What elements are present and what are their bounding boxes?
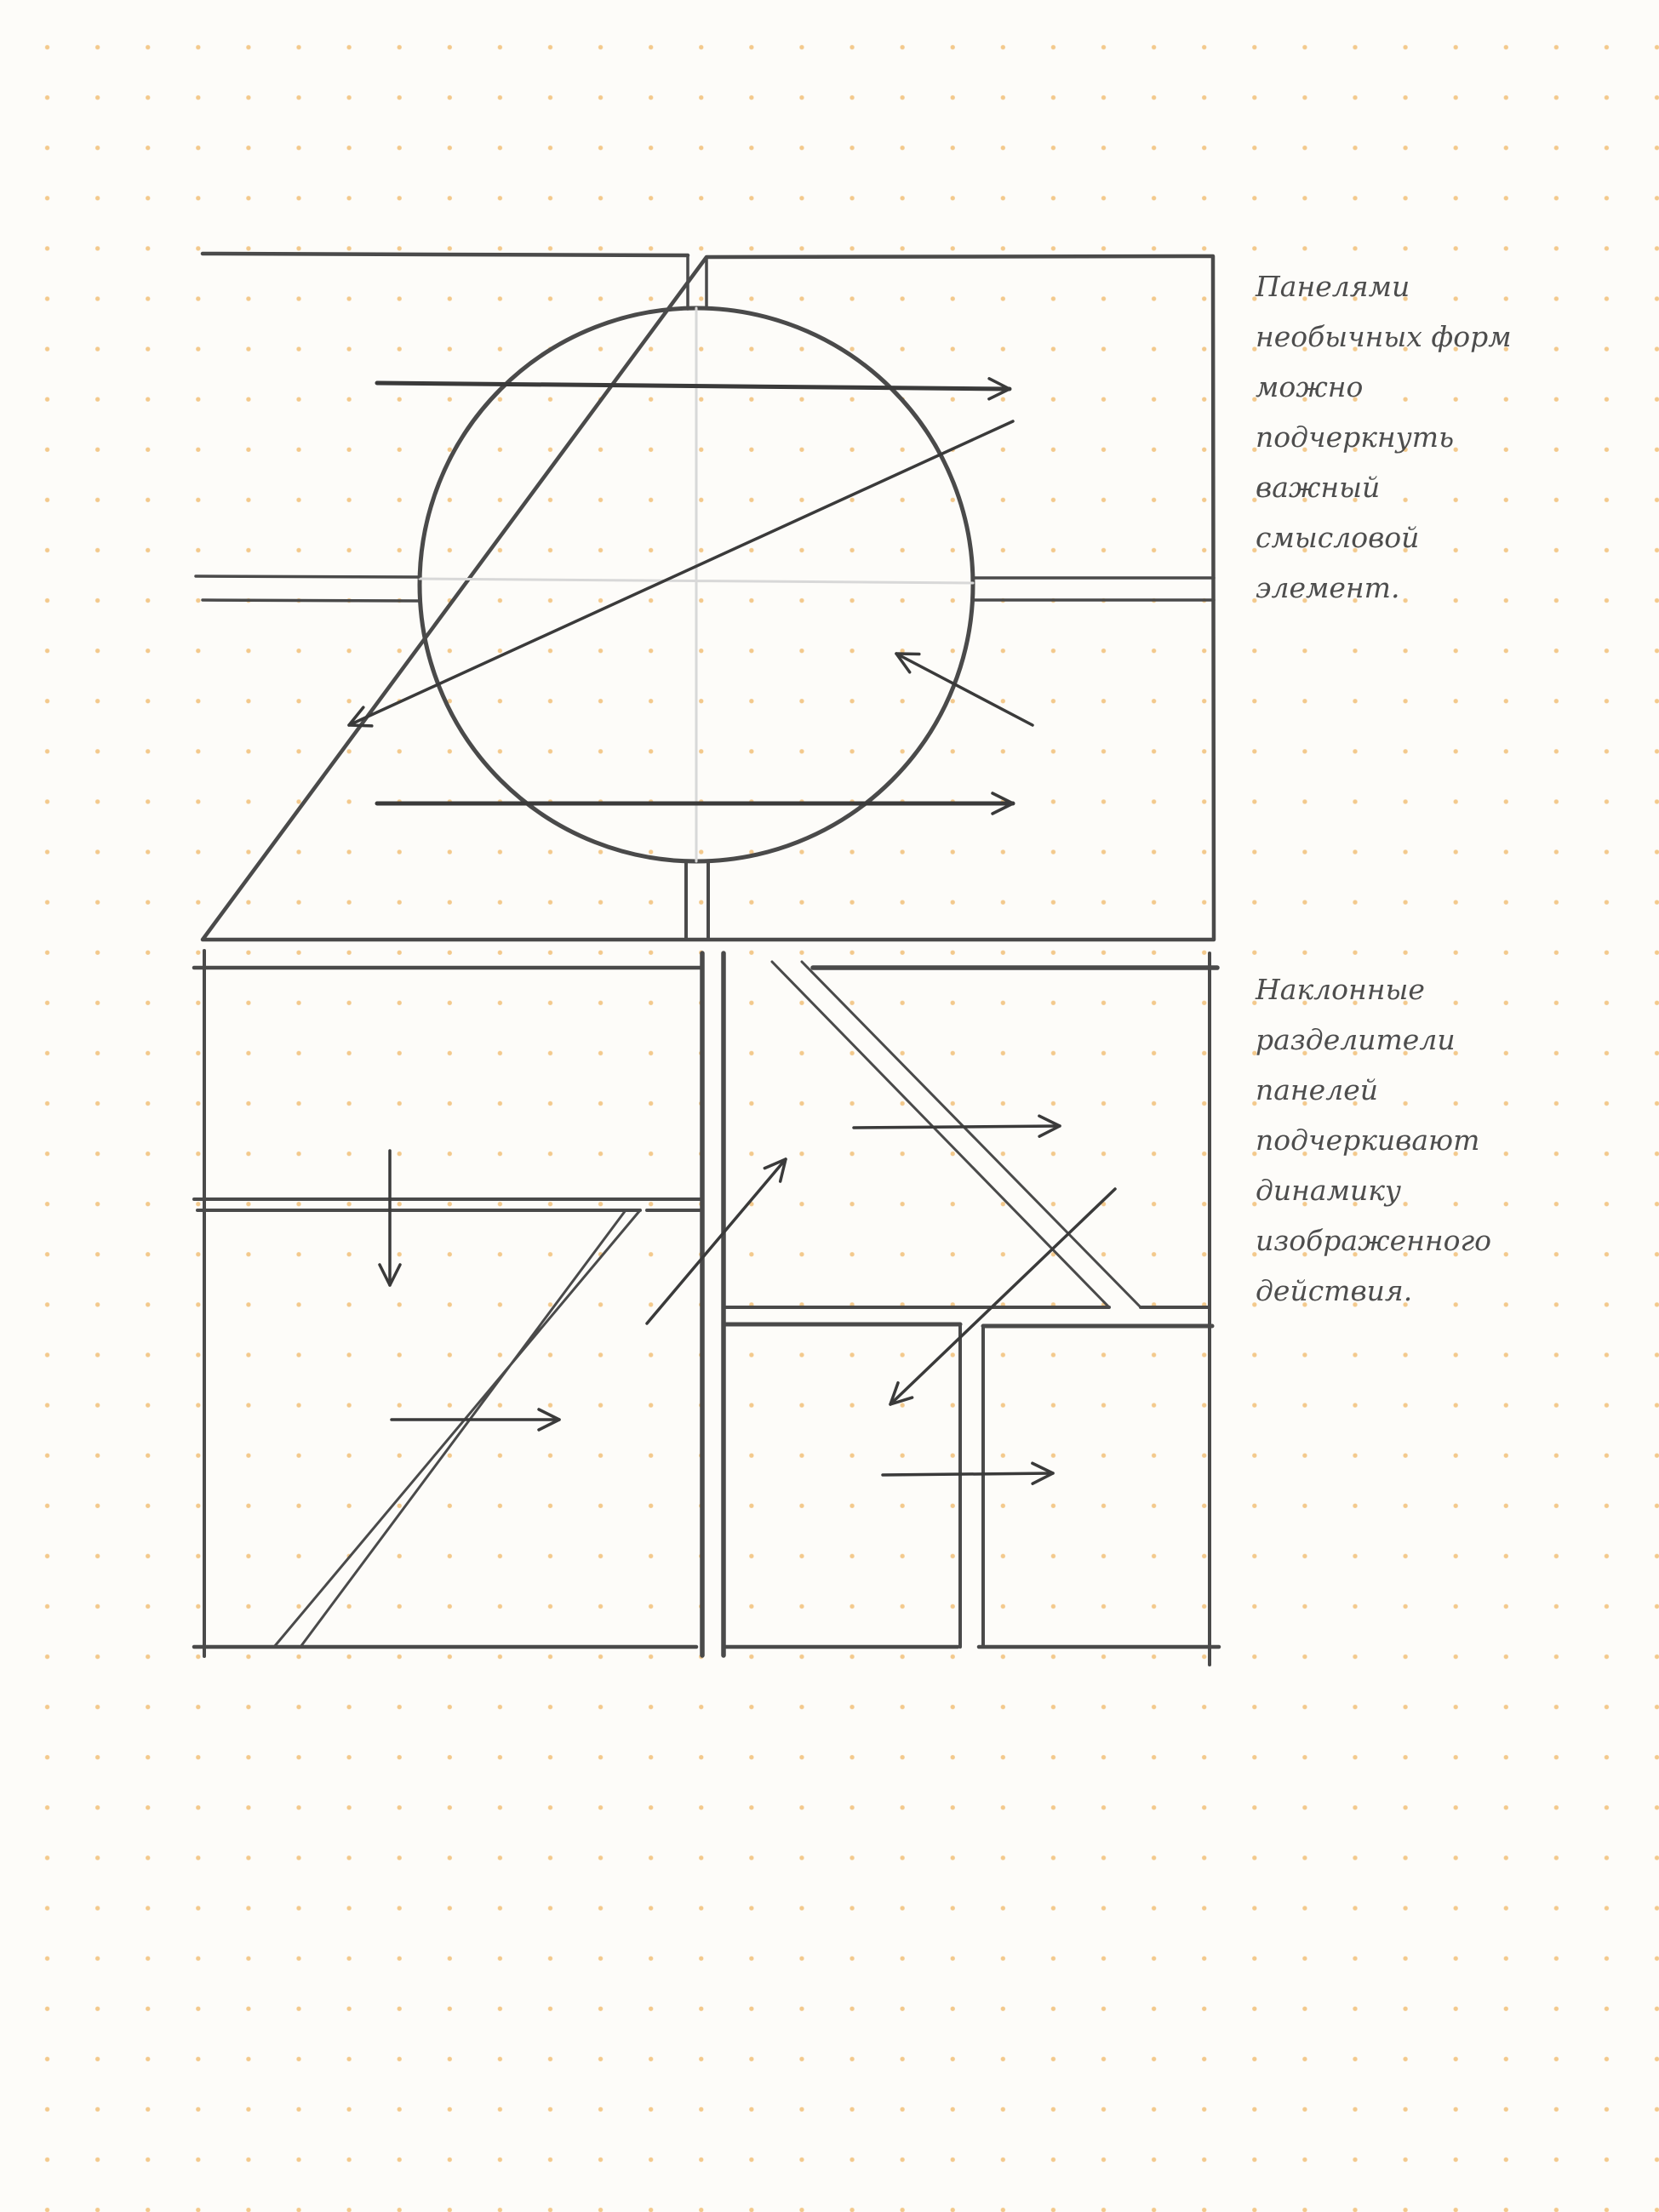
- note-line: панелей: [1256, 1073, 1378, 1106]
- upper-frame-outer: [203, 254, 1214, 940]
- note-line: изображенного: [1256, 1224, 1491, 1257]
- note-line: элемент.: [1256, 571, 1400, 604]
- lower-layout: [194, 951, 1219, 1665]
- note-line: подчеркивают: [1256, 1123, 1480, 1157]
- note-line: разделители: [1256, 1023, 1456, 1056]
- note-line: подчеркнуть: [1256, 420, 1455, 454]
- note-line: смысловой: [1256, 521, 1420, 554]
- reading-arrow-right-top: [854, 1126, 1060, 1128]
- right-lower-vertical-gutter: [960, 1324, 983, 1647]
- upper-layout: [196, 254, 1214, 940]
- note-line: Панелями: [1256, 270, 1410, 303]
- upper-mid-gutter-left: [196, 576, 419, 601]
- note-unusual-panels: [1256, 261, 1596, 613]
- note-line: необычных форм: [1256, 320, 1512, 353]
- note-line: Наклонные: [1256, 973, 1425, 1006]
- reading-arrow-top: [377, 383, 1010, 389]
- slanted-divider-left: [274, 1210, 640, 1647]
- note-line: динамику: [1256, 1174, 1402, 1207]
- note-line: можно: [1256, 370, 1364, 403]
- lower-center-gutter: [702, 953, 724, 1655]
- note-slanted-dividers: [1256, 964, 1596, 1316]
- upper-mid-gutter-right: [973, 578, 1214, 600]
- upper-bottom-gutter: [686, 861, 708, 940]
- circle-center-guide: [420, 308, 973, 861]
- reading-arrow-small: [896, 654, 1033, 725]
- reading-arrow-diagonal: [349, 421, 1013, 725]
- reading-arrow-right-bottom: [883, 1473, 1053, 1475]
- note-line: важный: [1256, 471, 1381, 504]
- reading-arrow-up-diagonal: [647, 1159, 786, 1323]
- slanted-divider-right: [772, 962, 1141, 1307]
- right-lower-gutter: [724, 1324, 1212, 1326]
- reading-arrow-down-diagonal: [890, 1189, 1115, 1404]
- note-line: действия.: [1256, 1274, 1413, 1307]
- lower-left-gutter: [194, 1199, 701, 1210]
